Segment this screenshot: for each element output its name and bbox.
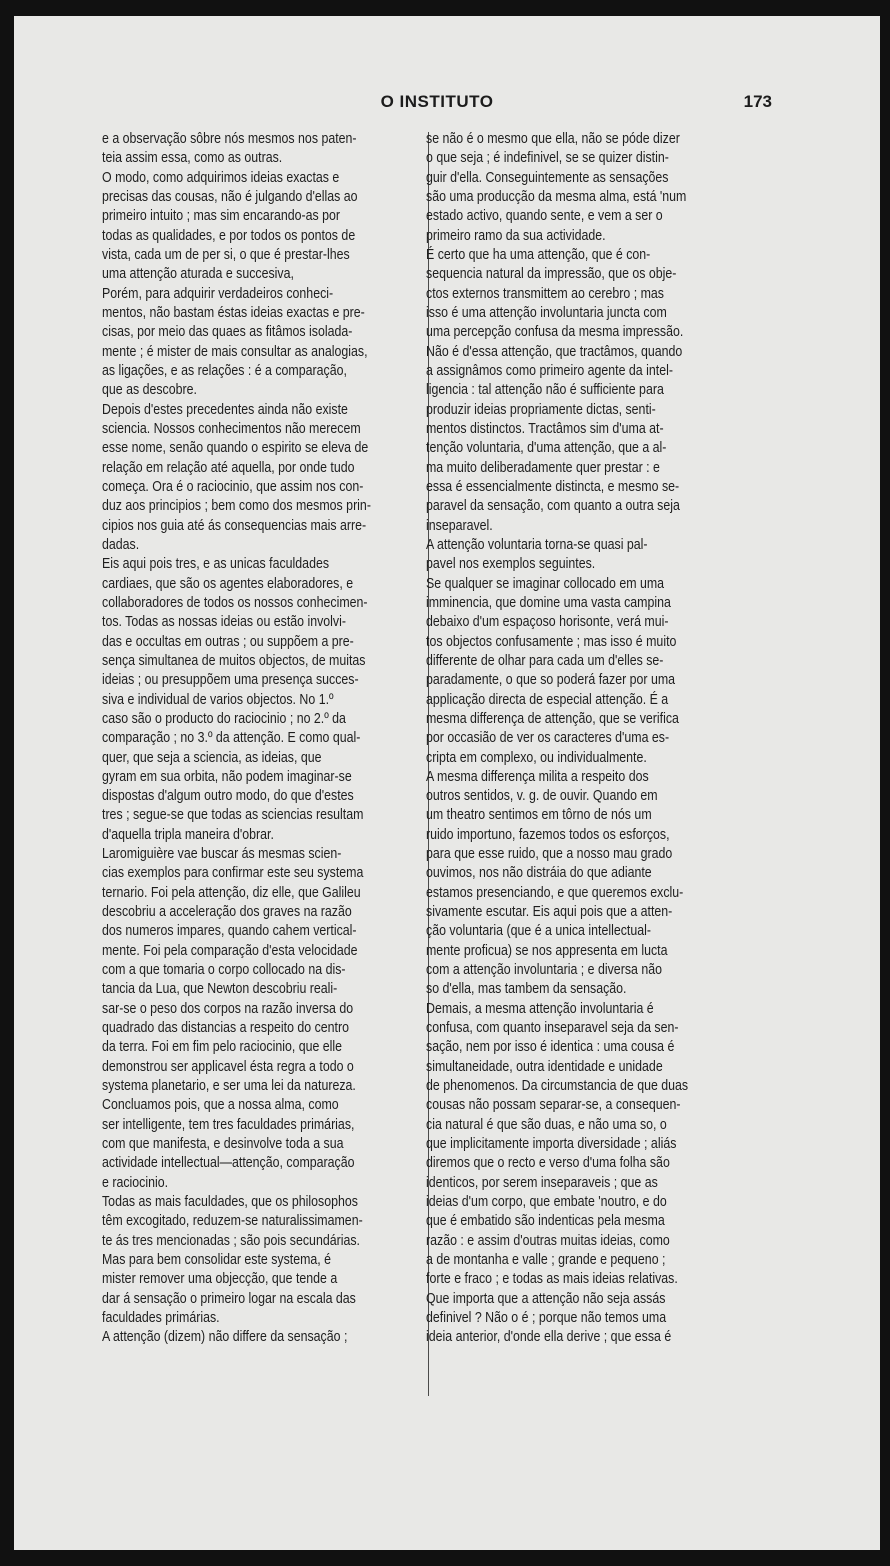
text-line: Se qualquer se imaginar collocado em uma: [426, 575, 665, 592]
text-line: da terra. Foi em fim pelo raciocinio, que elle: [102, 1039, 343, 1056]
text-line: faculdades primárias.: [102, 1310, 220, 1327]
text-line: cipios nos guia até ás consequencias mais arre-: [102, 517, 367, 534]
text-line: das e occultas em outras ; ou suppõem a pre-: [102, 633, 354, 650]
text-line: Porém, para adquirir verdadeiros conheci-: [102, 285, 334, 302]
text-line: primeiro intuito ; mas sim encarando-as por: [102, 208, 340, 225]
text-line: isso é uma attenção involuntaria juncta com: [426, 304, 667, 321]
text-line: caso são o producto do raciocinio ; no 2.º da: [102, 710, 346, 727]
text-line: cias exemplos para confirmar este seu systema: [102, 865, 364, 882]
text-line: tos objectos confusamente ; mas isso é muito: [426, 633, 677, 650]
page-number: 173: [743, 92, 772, 111]
text-line: e a observação sôbre nós mesmos nos paten-: [102, 131, 357, 147]
text-line: A attenção (dizem) não differe da sensação ;: [102, 1329, 348, 1346]
text-line: com a attenção involuntaria ; e diversa não: [426, 962, 662, 979]
text-line: applicação directa de especial attenção. É a: [426, 691, 669, 708]
text-line: mentos, não bastam éstas ideias exactas e pre-: [102, 304, 365, 321]
text-line: A attenção voluntaria torna-se quasi pal-: [426, 536, 648, 553]
text-line: estamos presenciando, e que queremos exclu-: [426, 884, 684, 901]
text-line: diremos que o recto e verso d'uma folha são: [426, 1155, 670, 1172]
text-line: sença simultanea de muitos objectos, de muitas: [102, 652, 366, 669]
text-line: mentos distinctos. Tractâmos sim d'uma at-: [426, 420, 664, 437]
text-line: esse nome, senão quando o espirito se eleva de: [102, 440, 369, 457]
text-line: precisas das cousas, não é julgando d'ellas ao: [102, 188, 358, 205]
text-line: O modo, como adquirimos ideias exactas e: [102, 169, 340, 186]
text-line: Concluamos pois, que a nossa alma, como: [102, 1097, 339, 1114]
text-line: demonstrou ser applicavel ésta regra a todo o: [102, 1058, 354, 1075]
text-line: que as descobre.: [102, 382, 197, 399]
right-column: [426, 130, 762, 1348]
text-line: so d'ella, mas tambem da sensação.: [426, 981, 627, 998]
text-line: primeiro ramo da sua actividade.: [426, 227, 606, 244]
text-line: quadrado das distancias a respeito do centro: [102, 1020, 349, 1037]
text-line: o que seja ; é indefinivel, se se quizer distin-: [426, 150, 669, 167]
text-line: uma attenção aturada e succesiva,: [102, 266, 294, 283]
text-line: sivamente escutar. Eis aqui pois que a atten-: [426, 904, 673, 921]
text-line: ideias ; ou presuppõem uma presença succes-: [102, 672, 359, 689]
text-line: tos. Todas as nossas ideias ou estão involvi-: [102, 614, 346, 631]
text-line: Todas as mais faculdades, que os philosophos: [102, 1194, 358, 1211]
text-line: comparação ; no 3.º da attenção. E como qual-: [102, 730, 361, 747]
text-line: são uma producção da mesma alma, está 'num: [426, 188, 687, 205]
text-line: duz aos principios ; bem como dos mesmos prin-: [102, 498, 371, 515]
journal-title: O INSTITUTO: [380, 92, 494, 111]
text-line: cripta em complexo, ou individualmente.: [426, 749, 647, 766]
text-line: se não é o mesmo que ella, não se póde dizer: [426, 131, 680, 147]
text-line: mesma differença de attenção, que se verifica: [426, 710, 679, 727]
text-line: ctos externos transmittem ao cerebro ; mas: [426, 285, 664, 302]
text-line: Depois d'estes precedentes ainda não existe: [102, 401, 348, 418]
text-line: actividade intellectual—attenção, comparação: [102, 1155, 355, 1172]
text-line: Demais, a mesma attenção involuntaria é: [426, 1000, 654, 1017]
text-line: teia assim essa, como as outras.: [102, 150, 283, 167]
text-line: paravel da sensação, com quanto a outra seja: [426, 498, 680, 515]
text-line: mente. Foi pela comparação d'esta velocidade: [102, 942, 358, 959]
text-line: tancia da Lua, que Newton descobriu reali-: [102, 981, 338, 998]
text-line: dar á sensação o primeiro logar na escala das: [102, 1290, 356, 1307]
text-line: ma muito deliberadamente quer prestar : e: [426, 459, 660, 476]
text-line: dadas.: [102, 536, 140, 553]
text-line: dispostas d'algum outro modo, do que d'estes: [102, 788, 354, 805]
text-line: para que esse ruido, que a nosso mau grado: [426, 846, 673, 863]
text-line: ruido importuno, fazemos todos os esforços,: [426, 826, 670, 843]
text-line: Que importa que a attenção não seja assás: [426, 1290, 666, 1307]
text-line: cardiaes, que são os agentes elaboradores, e: [102, 575, 354, 592]
text-line: A mesma differença milita a respeito dos: [426, 768, 649, 785]
text-line: dos numeros impares, quando cahem vertical-: [102, 923, 357, 940]
text-line: Não é d'essa attenção, que tractâmos, quando: [426, 343, 683, 360]
text-line: siva e individual de varios objectos. No 1.º: [102, 691, 334, 708]
text-line: debaixo d'um espaçoso horisonte, verá mui-: [426, 614, 669, 631]
text-line: sação, nem por isso é identica : uma cousa é: [426, 1039, 675, 1056]
text-line: tenção voluntaria, d'uma attenção, que a al-: [426, 440, 667, 457]
text-line: razão : e assim d'outras muitas ideias, como: [426, 1232, 670, 1249]
text-line: gyram em sua orbita, não podem imaginar-se: [102, 768, 352, 785]
text-line: guir d'ella. Conseguintemente as sensações: [426, 169, 669, 186]
text-line: que é embatido são indenticas pela mesma: [426, 1213, 665, 1230]
text-line: mente ; é mister de mais consultar as analogias,: [102, 343, 368, 360]
text-line: collaboradores de todos os nossos conhecimen-: [102, 594, 368, 611]
text-line: Laromiguière vae buscar ás mesmas scien-: [102, 846, 342, 863]
text-line: essa é essencialmente distincta, e mesmo se-: [426, 478, 680, 495]
page-sheet: [14, 16, 880, 1550]
text-line: a de montanha e valle ; grande e pequeno ;: [426, 1252, 666, 1269]
text-line: uma percepção confusa da mesma impressão.: [426, 324, 684, 341]
text-line: d'aquella tripla maneira d'obrar.: [102, 826, 274, 843]
running-header: [102, 92, 772, 116]
text-line: a assignâmos como primeiro agente da intel-: [426, 362, 673, 379]
left-column: [102, 130, 416, 1348]
text-line: ouvimos, nos não distráia do que adiante: [426, 865, 652, 882]
text-line: começa. Ora é o raciocinio, que assim nos con-: [102, 478, 364, 495]
text-line: de phenomenos. Da circumstancia de que duas: [426, 1078, 689, 1095]
text-line: as ligações, e as relações : é a comparação,: [102, 362, 347, 379]
text-line: sequencia natural da impressão, que os obje-: [426, 266, 677, 283]
text-line: por occasião de ver os caracteres d'uma es-: [426, 730, 670, 747]
text-line: cousas não possam separar-se, a consequen-: [426, 1097, 681, 1114]
text-line: com a que tomaria o corpo collocado na dis-: [102, 962, 346, 979]
text-line: confusa, com quanto inseparavel seja da sen-: [426, 1020, 679, 1037]
text-line: te ás tres mencionadas ; são pois secundárias.: [102, 1232, 360, 1249]
text-line: imminencia, que domine uma vasta campina: [426, 594, 671, 611]
text-line: ser intelligente, tem tres faculdades primárias,: [102, 1116, 355, 1133]
text-line: outros sentidos, v. g. de ouvir. Quando em: [426, 788, 658, 805]
text-line: vista, cada um de per si, o que é prestar-lhes: [102, 246, 350, 263]
text-line: relação em relação até aquella, por onde tudo: [102, 459, 355, 476]
text-line: mente proficua) se nos appresenta em lucta: [426, 942, 668, 959]
text-line: descobriu a acceleração dos graves na razão: [102, 904, 352, 921]
text-line: cisas, por meio das quaes as fitâmos isolada-: [102, 324, 353, 341]
text-line: systema planetario, e ser uma lei da natureza.: [102, 1078, 356, 1095]
text-line: produzir ideias propriamente dictas, senti-: [426, 401, 656, 418]
text-line: tres ; segue-se que todas as sciencias resultam: [102, 807, 364, 824]
text-line: sciencia. Nossos conhecimentos não merecem: [102, 420, 361, 437]
text-line: mister remover uma objecção, que tende a: [102, 1271, 338, 1288]
text-line: ideia anterior, d'onde ella derive ; que essa é: [426, 1329, 672, 1346]
text-line: pavel nos exemplos seguintes.: [426, 556, 596, 573]
text-line: Eis aqui pois tres, e as unicas faculdades: [102, 556, 330, 573]
text-line: ção voluntaria (que é a unica intellectual-: [426, 923, 651, 940]
text-line: differente de olhar para cada um d'elles se-: [426, 652, 664, 669]
text-line: Mas para bem consolidar este systema, é: [102, 1252, 332, 1269]
text-line: sar-se o peso dos corpos na razão inversa do: [102, 1000, 354, 1017]
text-line: que implicitamente importa diversidade ; aliás: [426, 1136, 677, 1153]
text-line: um theatro sentimos em tôrno de nós um: [426, 807, 652, 824]
text-line: têm excogitado, reduzem-se naturalissimamen-: [102, 1213, 363, 1230]
text-line: paradamente, o que so poderá fazer por uma: [426, 672, 676, 689]
text-line: ideias d'um corpo, que embate 'noutro, e do: [426, 1194, 667, 1211]
text-line: simultaneidade, outra identidade e unidade: [426, 1058, 663, 1075]
text-line: inseparavel.: [426, 517, 493, 534]
text-line: e raciocinio.: [102, 1174, 169, 1191]
text-line: É certo que ha uma attenção, que é con-: [426, 246, 651, 263]
text-line: cia natural é que são duas, e não uma so, o: [426, 1116, 667, 1133]
text-line: quer, que seja a sciencia, as ideias, que: [102, 749, 322, 766]
text-line: ternario. Foi pela attenção, diz elle, que Galileu: [102, 884, 361, 901]
text-line: forte e fraco ; e todas as mais ideias relativas.: [426, 1271, 678, 1288]
text-line: identicos, por serem inseparaveis ; que as: [426, 1174, 658, 1191]
text-line: ligencia : tal attenção não é sufficiente para: [426, 382, 664, 399]
text-line: estado activo, quando sente, e vem a ser o: [426, 208, 663, 225]
text-line: com que manifesta, e desinvolve toda a sua: [102, 1136, 344, 1153]
text-line: todas as qualidades, e por todos os pontos de: [102, 227, 356, 244]
text-line: definivel ? Não o é ; porque não temos uma: [426, 1310, 667, 1327]
